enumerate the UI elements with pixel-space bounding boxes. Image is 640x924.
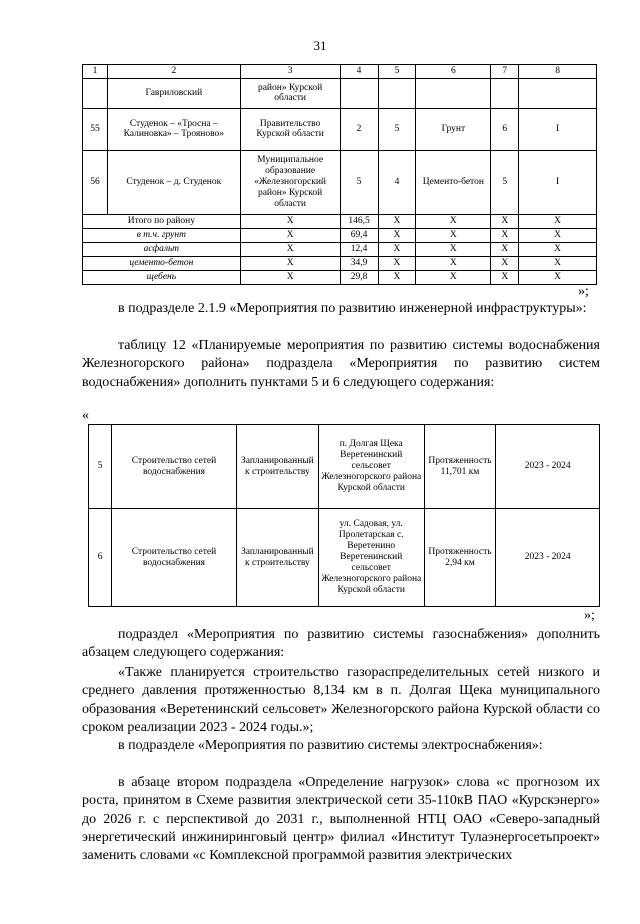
work-status: Запланированный к строительству — [236, 509, 318, 607]
paragraph: в абзаце втором подраздела «Определение нагрузок» слова «с прогнозом их роста, принятом в Схеме развития электрической сети 35-110кВ ПАО «Курскэнерго» до 2026 г. с перспективой до 2031 г., выполненной НТЦ ОАО «Северо-западный энергетический инжиниринговый центр» филиал «Институт Тулаэнергосетьпроект» заменить словами «с Комплексной программой развития электрических — [82, 775, 600, 864]
work-length: Протяженность 2,94 км — [424, 509, 496, 607]
road-name: Студенок – д. Студенок — [107, 150, 240, 214]
table-row — [89, 509, 600, 607]
road-owner: Муниципальное образование «Железногорский район» Курской области — [240, 150, 340, 214]
closing-quote: »; — [584, 608, 595, 623]
row-number: 5 — [89, 425, 112, 509]
header-cell: 6 — [416, 65, 491, 79]
summary-label: в т.ч. грунт — [83, 228, 241, 242]
road-owner: Правительство Курской области — [240, 108, 340, 150]
paragraph: в подразделе 2.1.9 «Мероприятия по развитию инженерной инфраструктуры»: — [118, 301, 587, 316]
work-location: п. Долгая Щека Веретенинский сельсовет Железногорского района Курской области — [318, 425, 424, 509]
header-cell: 4 — [340, 65, 378, 79]
work-type: Строительство сетей водоснабжения — [112, 509, 237, 607]
summary-row: щебень Х 29,8 Х Х Х Х — [83, 270, 597, 284]
work-location: ул. Садовая, ул. Пролетарская с. Веретенино Веретенинский сельсовет Железногорского района Курской области — [318, 509, 424, 607]
header-cell: 2 — [107, 65, 240, 79]
closing-quote: »; — [578, 284, 589, 299]
summary-row: в т.ч. грунт Х 69,4 Х Х Х Х — [83, 228, 597, 242]
summary-row: асфальт Х 12,4 Х Х Х Х — [83, 242, 597, 256]
row-number: 55 — [83, 108, 108, 150]
work-period: 2023 - 2024 — [496, 509, 600, 607]
water-supply-table — [88, 424, 600, 607]
table-row — [89, 425, 600, 509]
header-cell: 5 — [378, 65, 416, 79]
opening-quote: « — [82, 408, 89, 423]
table-row: 56 Студенок – д. Студенок Муниципальное образование «Железногорский район» Курской области 5 4 Цементо-бетон 5 I — [83, 150, 597, 214]
work-length: Протяженность 11,701 км — [424, 425, 496, 509]
header-cell: 7 — [491, 65, 519, 79]
row-number: 56 — [83, 150, 108, 214]
paragraph: в подразделе «Мероприятия по развитию системы электроснабжения»: — [118, 738, 543, 753]
summary-label: асфальт — [83, 242, 241, 256]
roads-table — [82, 64, 597, 285]
row-number: 6 — [89, 509, 112, 607]
road-name: Студенок – «Тросна – Калиновка» – Трояново» — [107, 108, 240, 150]
paragraph: «Также планируется строительство газораспределительных сетей низкого и среднего давления протяженностью 8,134 км в п. Долгая Щека муниципального образования «Веретенинский сельсовет» Железногорского района Курской области со сроком реализации 2023 - 2024 годы.»; — [82, 665, 600, 735]
table-header-row — [83, 65, 597, 79]
page-number: 31 — [313, 38, 327, 53]
road-owner: район» Курской области — [240, 78, 340, 108]
paragraph: таблицу 12 «Планируемые мероприятия по развитию системы водоснабжения Железногорского района» подраздела «Мероприятия по развитию систем водоснабжения» дополнить пунктами 5 и 6 следующего содержания: — [82, 338, 600, 390]
header-cell: 3 — [240, 65, 340, 79]
summary-row: цементо-бетон Х 34,9 Х Х Х Х — [83, 256, 597, 270]
work-status: Запланированный к строительству — [236, 425, 318, 509]
header-cell: 1 — [83, 65, 108, 79]
paragraph: подраздел «Мероприятия по развитию системы газоснабжения» дополнить абзацем следующего содержания: — [82, 627, 600, 661]
summary-label: Итого по району — [83, 214, 241, 228]
summary-label: щебень — [83, 270, 241, 284]
table-row: 55 Студенок – «Тросна – Калиновка» – Трояново» Правительство Курской области 2 5 Грунт 6 I — [83, 108, 597, 150]
summary-row: Итого по району Х 146,5 Х Х Х Х — [83, 214, 597, 228]
summary-label: цементо-бетон — [83, 256, 241, 270]
work-period: 2023 - 2024 — [496, 425, 600, 509]
header-cell: 8 — [519, 65, 597, 79]
road-name: Гавриловский — [107, 78, 240, 108]
table-row — [83, 78, 597, 108]
work-type: Строительство сетей водоснабжения — [112, 425, 237, 509]
